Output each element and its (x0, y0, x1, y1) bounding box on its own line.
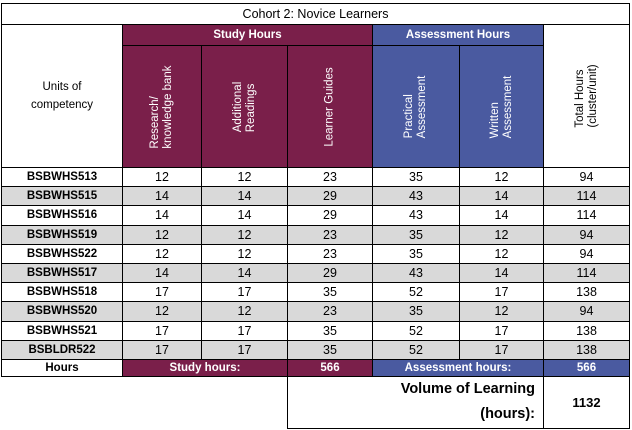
learner-guides-hours-cell: 35 (288, 283, 373, 302)
practical-hours-cell: 43 (373, 187, 460, 206)
readings-hours-cell: 12 (202, 168, 288, 187)
table-row (2, 244, 630, 263)
volume-of-learning-label (288, 376, 544, 428)
learner-guides-hours-cell: 29 (288, 187, 373, 206)
hours-footer-label: Hours (2, 359, 123, 376)
table-row (2, 321, 630, 340)
table-row (2, 168, 630, 187)
units-of-competency-header (2, 25, 123, 168)
unit-code: BSBWHS520 (2, 302, 123, 321)
volume-of-learning-row (2, 376, 630, 428)
table-title: Cohort 2: Novice Learners (2, 4, 630, 25)
learner-guides-hours-cell: 23 (288, 244, 373, 263)
table-row (2, 340, 630, 359)
readings-hours-cell: 14 (202, 206, 288, 225)
research-hours-cell: 12 (123, 244, 202, 263)
written-hours-cell: 14 (460, 206, 544, 225)
unit-code: BSBWHS516 (2, 206, 123, 225)
practical-hours-cell: 52 (373, 340, 460, 359)
readings-hours-cell: 17 (202, 321, 288, 340)
written-hours-cell: 14 (460, 263, 544, 282)
learner-guides-header: Learner Guides (323, 66, 336, 147)
total-hours-cell: 138 (544, 283, 630, 302)
total-hours-cell: 114 (544, 206, 630, 225)
practical-header-line-1: Practical (403, 93, 415, 138)
assessment-hours-group-header: Assessment Hours (373, 25, 544, 46)
unit-code: BSBWHS515 (2, 187, 123, 206)
unit-code: BSBWHS519 (2, 225, 123, 244)
total-hours-cell: 138 (544, 321, 630, 340)
research-hours-cell: 12 (123, 302, 202, 321)
unit-code: BSBWHS517 (2, 263, 123, 282)
written-hours-cell: 12 (460, 302, 544, 321)
practical-hours-cell: 43 (373, 206, 460, 225)
research-hours-cell: 17 (123, 321, 202, 340)
unit-code: BSBWHS521 (2, 321, 123, 340)
units-header-line-2: competency (30, 99, 93, 111)
practical-hours-cell: 52 (373, 283, 460, 302)
practical-hours-cell: 35 (373, 302, 460, 321)
learner-guides-hours-cell: 23 (288, 302, 373, 321)
readings-hours-cell: 17 (202, 283, 288, 302)
column-header-total-hours (544, 25, 630, 168)
learning-hours-table (1, 3, 630, 429)
written-header-line-2: Assessment (501, 75, 514, 138)
practical-hours-cell: 52 (373, 321, 460, 340)
readings-hours-cell: 17 (202, 340, 288, 359)
column-header-written-assessment (460, 46, 544, 168)
column-header-practical-assessment (373, 46, 460, 168)
learner-guides-hours-cell: 29 (288, 206, 373, 225)
table-row (2, 283, 630, 302)
table-row (2, 302, 630, 321)
unit-code: BSBWHS513 (2, 168, 123, 187)
learner-guides-hours-cell: 35 (288, 340, 373, 359)
practical-hours-cell: 35 (373, 244, 460, 263)
assessment-hours-total-label: Assessment hours: (373, 359, 544, 376)
total-hours-cell: 94 (544, 168, 630, 187)
volume-label-line-2: (hours): (480, 406, 535, 423)
research-hours-cell: 14 (123, 263, 202, 282)
research-header-line-1: Research/ (149, 95, 161, 149)
research-hours-cell: 17 (123, 283, 202, 302)
unit-code: BSBLDR522 (2, 340, 123, 359)
written-hours-cell: 17 (460, 321, 544, 340)
practical-hours-cell: 35 (373, 225, 460, 244)
study-hours-total-label: Study hours: (123, 359, 288, 376)
volume-row-spacer (2, 376, 288, 428)
readings-hours-cell: 14 (202, 187, 288, 206)
research-hours-cell: 14 (123, 187, 202, 206)
learner-guides-hours-cell: 35 (288, 321, 373, 340)
learner-guides-hours-cell: 23 (288, 168, 373, 187)
written-header-line-1: Written (488, 101, 501, 138)
totals-row (2, 359, 630, 376)
total-hours-cell: 138 (544, 340, 630, 359)
table-row (2, 206, 630, 225)
total-hours-header-line-2: (cluster/unit) (586, 64, 599, 128)
practical-hours-cell: 43 (373, 263, 460, 282)
research-hours-cell: 17 (123, 340, 202, 359)
table-row (2, 263, 630, 282)
written-hours-cell: 14 (460, 187, 544, 206)
research-hours-cell: 12 (123, 225, 202, 244)
column-header-additional-readings (202, 46, 288, 168)
unit-code: BSBWHS522 (2, 244, 123, 263)
written-hours-cell: 17 (460, 340, 544, 359)
column-header-research (123, 46, 202, 168)
study-hours-total-value: 566 (288, 359, 373, 376)
readings-hours-cell: 12 (202, 225, 288, 244)
written-hours-cell: 12 (460, 225, 544, 244)
learner-guides-hours-cell: 23 (288, 225, 373, 244)
readings-header-line-1: Additional (231, 81, 244, 132)
readings-hours-cell: 12 (202, 302, 288, 321)
research-header-line-2: knowledge bank (162, 64, 174, 149)
study-hours-group-header: Study Hours (123, 25, 373, 46)
practical-hours-cell: 35 (373, 168, 460, 187)
total-hours-cell: 114 (544, 263, 630, 282)
table-row (2, 225, 630, 244)
total-hours-cell: 94 (544, 244, 630, 263)
volume-label-line-1: Volume of Learning (400, 381, 535, 398)
readings-hours-cell: 14 (202, 263, 288, 282)
research-hours-cell: 14 (123, 206, 202, 225)
total-hours-cell: 114 (544, 187, 630, 206)
readings-header-line-2: Readings (244, 83, 257, 132)
readings-hours-cell: 12 (202, 244, 288, 263)
written-hours-cell: 12 (460, 244, 544, 263)
research-hours-cell: 12 (123, 168, 202, 187)
column-header-learner-guides (288, 46, 373, 168)
practical-header-line-2: Assessment (416, 75, 428, 138)
volume-of-learning-value: 1132 (544, 376, 630, 428)
units-header-line-1: Units of (42, 81, 82, 93)
written-hours-cell: 17 (460, 283, 544, 302)
written-hours-cell: 12 (460, 168, 544, 187)
table-row (2, 187, 630, 206)
total-hours-cell: 94 (544, 225, 630, 244)
learner-guides-hours-cell: 29 (288, 263, 373, 282)
unit-code: BSBWHS518 (2, 283, 123, 302)
total-hours-cell: 94 (544, 302, 630, 321)
learning-hours-table-wrapper (1, 3, 630, 430)
assessment-hours-total-value: 566 (544, 359, 630, 376)
total-hours-header-line-1: Total Hours (573, 69, 586, 128)
